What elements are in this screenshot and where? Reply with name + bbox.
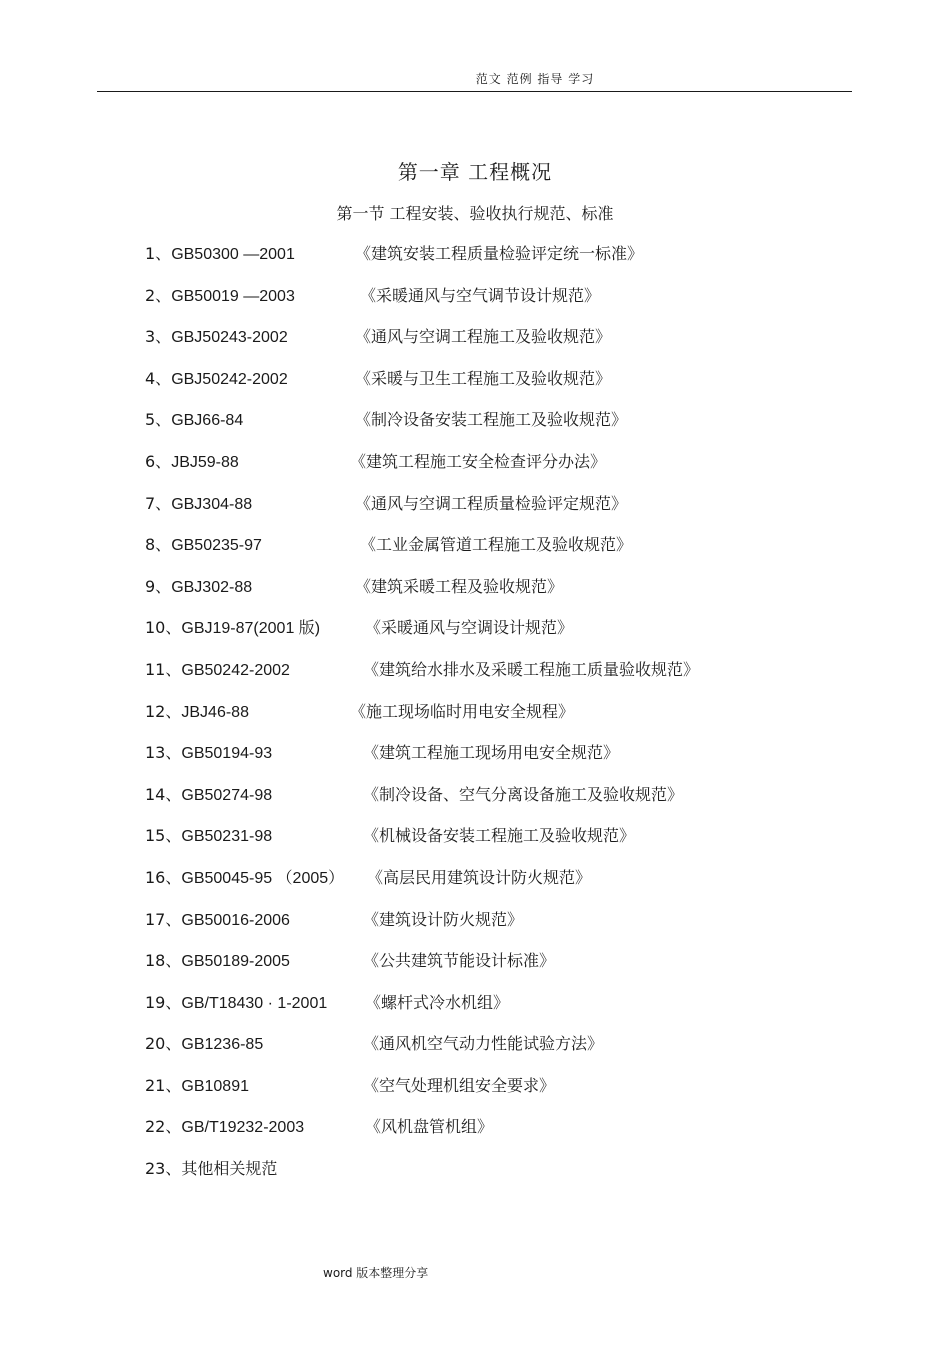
item-number: 13、 — [145, 743, 182, 763]
standard-code: GB50194-93 — [181, 745, 273, 763]
standard-code: GB50016-2006 — [181, 911, 290, 929]
list-item — [145, 616, 845, 658]
item-number: 5、 — [145, 410, 172, 430]
standard-code: GB/T19232-2003 — [181, 1119, 305, 1137]
list-item — [145, 242, 845, 284]
page-footer: word 版本整理分享 — [323, 1266, 429, 1280]
standard-code: GBJ304-88 — [171, 495, 253, 513]
list-item — [145, 284, 845, 326]
standards-list — [145, 242, 845, 1199]
item-number: 19、 — [145, 992, 182, 1012]
list-item — [145, 741, 845, 783]
standard-name: 《空气处理机组安全要求》 — [363, 1075, 556, 1095]
list-item — [145, 783, 845, 825]
list-item — [145, 1115, 845, 1157]
item-number: 12、 — [145, 701, 182, 721]
standard-code: GB50045-95 （2005） — [181, 869, 345, 887]
standard-code: GBJ19-87(2001 版) — [181, 620, 321, 638]
list-item — [145, 1032, 845, 1074]
standard-name: 《螺杆式冷水机组》 — [365, 992, 510, 1012]
list-item — [145, 408, 845, 450]
standard-name: 《采暖通风与空调设计规范》 — [365, 618, 574, 638]
section-title: 第一节 工程安装、验收执行规范、标准 — [336, 204, 614, 223]
item-number: 15、 — [145, 826, 182, 846]
standard-code: GB10891 — [181, 1077, 249, 1095]
standard-code: GB50231-98 — [181, 828, 273, 846]
standard-code: GBJ302-88 — [171, 578, 253, 596]
standard-name: 《工业金属管道工程施工及验收规范》 — [360, 535, 633, 555]
standard-name: 《通风与空调工程质量检验评定规范》 — [355, 493, 628, 513]
list-item — [145, 991, 845, 1033]
standard-code: GB50274-98 — [181, 786, 273, 804]
standard-code: JBJ46-88 — [181, 703, 249, 721]
item-number: 22、 — [145, 1117, 182, 1137]
list-item — [145, 1157, 845, 1199]
standard-name: 《采暖通风与空气调节设计规范》 — [360, 285, 601, 305]
standard-code: GBJ50243-2002 — [171, 329, 288, 347]
item-number: 1、 — [145, 244, 172, 263]
standard-name: 《建筑工程施工现场用电安全规范》 — [363, 743, 620, 763]
list-item — [145, 700, 845, 742]
item-number: 8、 — [145, 535, 172, 555]
standard-name: 《建筑工程施工安全检查评分办法》 — [350, 451, 607, 471]
item-number: 20、 — [145, 1034, 182, 1054]
page-header: 范文 范例 指导 学习 — [475, 72, 595, 86]
item-number: 4、 — [145, 368, 172, 388]
list-item — [145, 575, 845, 617]
item-number: 18、 — [145, 951, 182, 971]
standard-code: GB50235-97 — [171, 537, 262, 555]
standard-code: GB/T18430 · 1-2001 — [181, 994, 328, 1012]
standard-name: 《建筑采暖工程及验收规范》 — [355, 576, 564, 596]
item-number: 10、 — [145, 618, 182, 638]
standard-code: GBJ50242-2002 — [171, 370, 288, 388]
standard-code: GB50300 —2001 — [171, 246, 295, 263]
item-number: 14、 — [145, 784, 182, 804]
item-number: 11、 — [145, 659, 182, 679]
chapter-title: 第一章 工程概况 — [397, 160, 553, 184]
item-number: 9、 — [145, 576, 172, 596]
standard-name: 《建筑安装工程质量检验评定统一标准》 — [355, 244, 644, 263]
item-number: 21、 — [145, 1075, 182, 1095]
standard-code: GB50019 —2003 — [171, 287, 295, 305]
list-item — [145, 824, 845, 866]
standard-name: 《建筑给水排水及采暖工程施工质量验收规范》 — [363, 659, 700, 679]
item-number: 2、 — [145, 285, 172, 305]
list-item — [145, 533, 845, 575]
standard-code: GB50242-2002 — [181, 661, 290, 679]
standard-name: 《高层民用建筑设计防火规范》 — [367, 867, 592, 887]
list-item — [145, 325, 845, 367]
standard-name: 《采暖与卫生工程施工及验收规范》 — [355, 368, 612, 388]
item-number: 23、 — [145, 1159, 182, 1179]
standard-name: 《建筑设计防火规范》 — [363, 909, 524, 929]
standard-name: 《通风机空气动力性能试验方法》 — [363, 1034, 604, 1054]
item-number: 6、 — [145, 451, 172, 471]
standard-name: 《公共建筑节能设计标准》 — [363, 951, 556, 971]
standard-name: 《制冷设备安装工程施工及验收规范》 — [355, 410, 628, 430]
item-number: 16、 — [145, 867, 182, 887]
list-item — [145, 1074, 845, 1116]
list-item — [145, 866, 845, 908]
standard-name: 《机械设备安装工程施工及验收规范》 — [363, 826, 636, 846]
standard-name: 《制冷设备、空气分离设备施工及验收规范》 — [363, 784, 684, 804]
list-item — [145, 367, 845, 409]
list-item — [145, 450, 845, 492]
list-item — [145, 492, 845, 534]
standard-name: 《施工现场临时用电安全规程》 — [350, 701, 575, 721]
list-item — [145, 658, 845, 700]
standard-name: 《风机盘管机组》 — [365, 1117, 494, 1137]
list-item — [145, 908, 845, 950]
standard-name: 《通风与空调工程施工及验收规范》 — [355, 327, 612, 347]
standard-code: GB50189-2005 — [181, 953, 290, 971]
standard-code: GB1236-85 — [181, 1036, 264, 1054]
header-divider — [97, 91, 852, 92]
item-number: 7、 — [145, 493, 172, 513]
item-number: 3、 — [145, 327, 172, 347]
standard-code: GBJ66-84 — [171, 412, 244, 430]
list-item — [145, 949, 845, 991]
standard-code: 其他相关规范 — [181, 1161, 278, 1179]
item-number: 17、 — [145, 909, 182, 929]
standard-code: JBJ59-88 — [171, 453, 239, 471]
